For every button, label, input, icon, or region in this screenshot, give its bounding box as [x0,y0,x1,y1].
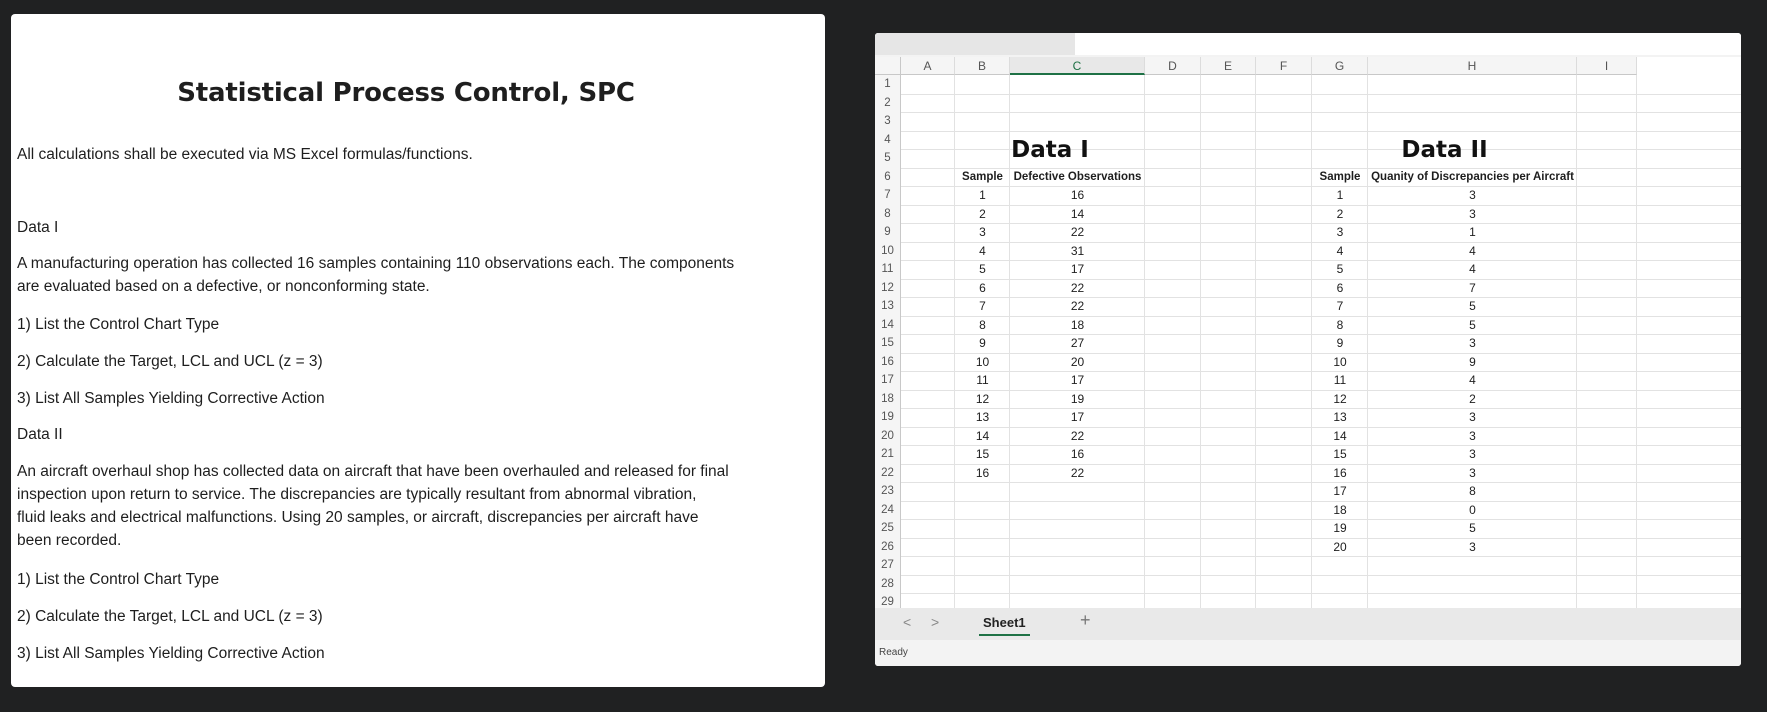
row-header-17[interactable]: 17 [875,371,901,390]
data2-value-cell[interactable]: 5 [1469,299,1476,313]
row-header-19[interactable]: 19 [875,408,901,427]
data1-title-cell: Data I [1011,136,1089,163]
data2-value-cell[interactable]: 4 [1469,373,1476,387]
spreadsheet-top-bar [875,33,1741,55]
data2-sample-cell[interactable]: 14 [1333,428,1347,443]
gridline-horizontal [901,593,1741,594]
data1-value-cell[interactable]: 17 [1070,410,1085,424]
row-header-13[interactable]: 13 [875,297,901,316]
document-panel [11,14,825,687]
gridline-horizontal [901,112,1741,113]
row-header-6[interactable]: 6 [875,168,901,187]
data2-description-line3: fluid leaks and electrical malfunctions. Using 20 samples, or aircraft, discrepancies per aircraft have [17,509,699,526]
data2-sample-cell[interactable]: 9 [1336,336,1344,350]
data2-sample-cell[interactable]: 11 [1333,373,1347,387]
data1-sample-cell[interactable]: 1 [979,188,986,202]
spreadsheet-window [875,33,1741,666]
row-header-9[interactable]: 9 [875,223,901,242]
data1-description-line2: are evaluated based on a defective, or nonconforming state. [17,278,430,295]
row-header-21[interactable]: 21 [875,445,901,464]
data1-sample-cell[interactable]: 16 [975,465,990,480]
data1-sample-cell[interactable]: 5 [979,262,986,276]
data2-sample-cell[interactable]: 19 [1333,521,1347,535]
data1-value-cell[interactable]: 20 [1070,354,1085,369]
document-title: Statistical Process Control, SPC [177,78,635,108]
data1-value-cell[interactable]: 17 [1070,262,1085,276]
data2-sample-cell[interactable]: 2 [1336,206,1344,221]
data1-value-cell[interactable]: 18 [1070,317,1085,332]
data2-sample-cell[interactable]: 20 [1333,539,1347,554]
data2-value-cell[interactable]: 5 [1469,521,1476,535]
data1-heading: Data I [17,219,59,236]
data1-value-cell[interactable]: 27 [1070,336,1085,350]
data1-sample-cell[interactable]: 12 [975,391,990,406]
data2-heading: Data II [17,426,63,443]
data2-value-cell[interactable]: 3 [1469,336,1476,350]
gridline-vertical [1636,75,1637,608]
data2-value-cell[interactable]: 3 [1469,206,1476,221]
data2-description-line4: been recorded. [17,532,122,549]
data1-sample-cell[interactable]: 14 [975,428,990,443]
row-header-28[interactable]: 28 [875,575,901,594]
row-header-29[interactable]: 29 [875,593,901,608]
data2-question-2: 2) Calculate the Target, LCL and UCL (z = 3) [17,608,323,625]
add-sheet-plus-icon[interactable]: + [1080,610,1091,630]
data1-sample-cell[interactable]: 2 [979,206,986,221]
data1-value-cell[interactable]: 31 [1070,243,1085,258]
data2-sample-cell[interactable]: 5 [1336,262,1344,276]
data1-value-cell[interactable]: 16 [1070,447,1085,461]
gridline-horizontal [901,575,1741,576]
row-header-20[interactable]: 20 [875,427,901,446]
data1-sample-cell[interactable]: 4 [979,243,986,258]
row-header-18[interactable]: 18 [875,390,901,409]
gridline-horizontal [901,131,1741,132]
column-header-e[interactable]: E [1201,57,1256,75]
data2-value-cell[interactable]: 3 [1469,447,1476,461]
data2-sample-cell[interactable]: 3 [1336,225,1344,239]
column-header-d[interactable]: D [1145,57,1201,75]
prev-sheet-arrow-icon[interactable]: < [903,614,912,630]
column-header-a[interactable]: A [901,57,955,75]
data2-sample-cell[interactable]: 7 [1336,299,1344,313]
data1-sample-cell[interactable]: 9 [979,336,986,350]
row-header-11[interactable]: 11 [875,260,901,279]
data2-value-cell[interactable]: 3 [1469,188,1476,202]
data1-sample-cell[interactable]: 10 [975,354,990,369]
data1-description-line1: A manufacturing operation has collected 16 samples containing 110 observations each. The components [17,255,735,272]
next-sheet-arrow-icon[interactable]: > [931,614,940,630]
data2-value-cell[interactable]: 4 [1469,243,1476,258]
row-header-27[interactable]: 27 [875,556,901,575]
data2-sample-cell[interactable]: 17 [1333,484,1347,498]
data2-sample-cell[interactable]: 10 [1333,354,1347,369]
data1-value-cell[interactable]: 22 [1070,428,1085,443]
data1-value-cell[interactable]: 14 [1070,206,1085,221]
data1-value-cell[interactable]: 19 [1070,391,1085,406]
data2-value-cell[interactable]: 3 [1469,428,1476,443]
data2-value-cell[interactable]: 5 [1469,317,1476,332]
data2-question-3: 3) List All Samples Yielding Corrective Action [17,645,325,662]
data2-value-cell[interactable]: 9 [1469,354,1476,369]
row-header-3[interactable]: 3 [875,112,901,131]
data1-defective-header[interactable]: Defective Observations [1013,170,1142,183]
column-header-c[interactable]: C [1010,57,1145,75]
data1-question-1: 1) List the Control Chart Type [17,316,220,333]
row-header-7[interactable]: 7 [875,186,901,205]
column-header-h[interactable]: H [1368,57,1577,75]
data2-description-line2: inspection upon return to service. The discrepancies are typically resultant from abnormal vibration, [17,486,697,503]
sheet-tab-bar [875,608,1741,640]
data2-sample-cell[interactable]: 4 [1336,243,1344,258]
sheet-tab-sheet1[interactable]: Sheet1 [979,612,1030,636]
data1-sample-header[interactable]: Sample [962,170,1003,183]
data1-sample-cell[interactable]: 11 [976,373,989,387]
data1-value-cell[interactable]: 22 [1070,225,1085,239]
data2-value-cell[interactable]: 3 [1469,410,1476,424]
data2-value-cell[interactable]: 8 [1469,484,1476,498]
row-header-1[interactable]: 1 [875,75,901,94]
data1-sample-cell[interactable]: 8 [979,317,986,332]
row-header-22[interactable]: 22 [875,464,901,483]
data1-sample-cell[interactable]: 3 [979,225,986,239]
row-header-2[interactable]: 2 [875,94,901,113]
gridline-vertical [1255,75,1256,608]
column-header-f[interactable]: F [1256,57,1312,75]
data2-sample-header[interactable]: Sample [1319,170,1361,183]
data2-description-line1: An aircraft overhaul shop has collected data on aircraft that have been overhauled and released for final [17,463,729,480]
data2-sample-cell[interactable]: 6 [1336,280,1344,295]
data1-value-cell[interactable]: 22 [1070,280,1085,295]
data1-value-cell[interactable]: 22 [1070,299,1085,313]
column-header-g[interactable]: G [1312,57,1368,75]
data2-value-cell[interactable]: 3 [1469,539,1476,554]
data2-sample-cell[interactable]: 13 [1333,410,1347,424]
row-header-25[interactable]: 25 [875,519,901,538]
row-header-26[interactable]: 26 [875,538,901,557]
column-header-i[interactable]: I [1577,57,1637,75]
data2-title-cell: Data II [1401,136,1488,163]
data2-value-cell[interactable]: 7 [1469,280,1476,295]
row-header-24[interactable]: 24 [875,501,901,520]
data1-sample-cell[interactable]: 15 [975,447,990,461]
column-header-b[interactable]: B [955,57,1010,75]
select-all-corner[interactable] [875,57,901,75]
data1-sample-cell[interactable]: 6 [979,280,986,295]
data1-value-cell[interactable]: 17 [1070,373,1085,387]
instructions-text: All calculations shall be executed via MS Excel formulas/functions. [17,146,473,163]
row-header-4[interactable]: 4 [875,131,901,150]
row-header-16[interactable]: 16 [875,353,901,372]
data2-sample-cell[interactable]: 16 [1333,465,1347,480]
gridline-horizontal [901,556,1741,557]
row-header-8[interactable]: 8 [875,205,901,224]
gridline-horizontal [901,94,1741,95]
data1-sample-cell[interactable]: 13 [975,410,990,424]
data2-sample-cell[interactable]: 15 [1333,447,1347,461]
data2-question-1: 1) List the Control Chart Type [17,571,220,588]
data1-value-cell[interactable]: 16 [1070,188,1085,202]
row-header-23[interactable]: 23 [875,482,901,501]
row-header-5[interactable]: 5 [875,149,901,168]
formula-bar-area[interactable] [875,33,1075,55]
data2-sample-cell[interactable]: 12 [1333,391,1347,406]
data2-sample-cell[interactable]: 8 [1336,317,1344,332]
data2-value-cell[interactable]: 4 [1469,262,1476,276]
gridline-vertical [1200,75,1201,608]
row-header-15[interactable]: 15 [875,334,901,353]
cell-grid[interactable] [875,57,1741,608]
data1-value-cell[interactable]: 22 [1070,465,1085,480]
data1-question-3: 3) List All Samples Yielding Corrective Action [17,390,325,407]
data2-sample-cell[interactable]: 1 [1336,188,1344,202]
data2-discrepancies-header[interactable]: Quanity of Discrepancies per Aircraft [1371,170,1574,183]
data2-value-cell[interactable]: 0 [1469,502,1476,517]
data2-value-cell[interactable]: 2 [1469,391,1476,406]
status-bar-ready: Ready [875,640,1741,666]
row-header-10[interactable]: 10 [875,242,901,261]
row-header-12[interactable]: 12 [875,279,901,298]
row-header-14[interactable]: 14 [875,316,901,335]
data2-value-cell[interactable]: 3 [1469,465,1476,480]
data2-sample-cell[interactable]: 18 [1333,502,1347,517]
data2-value-cell[interactable]: 1 [1469,225,1476,239]
data1-question-2: 2) Calculate the Target, LCL and UCL (z = 3) [17,353,323,370]
data1-sample-cell[interactable]: 7 [979,299,986,313]
